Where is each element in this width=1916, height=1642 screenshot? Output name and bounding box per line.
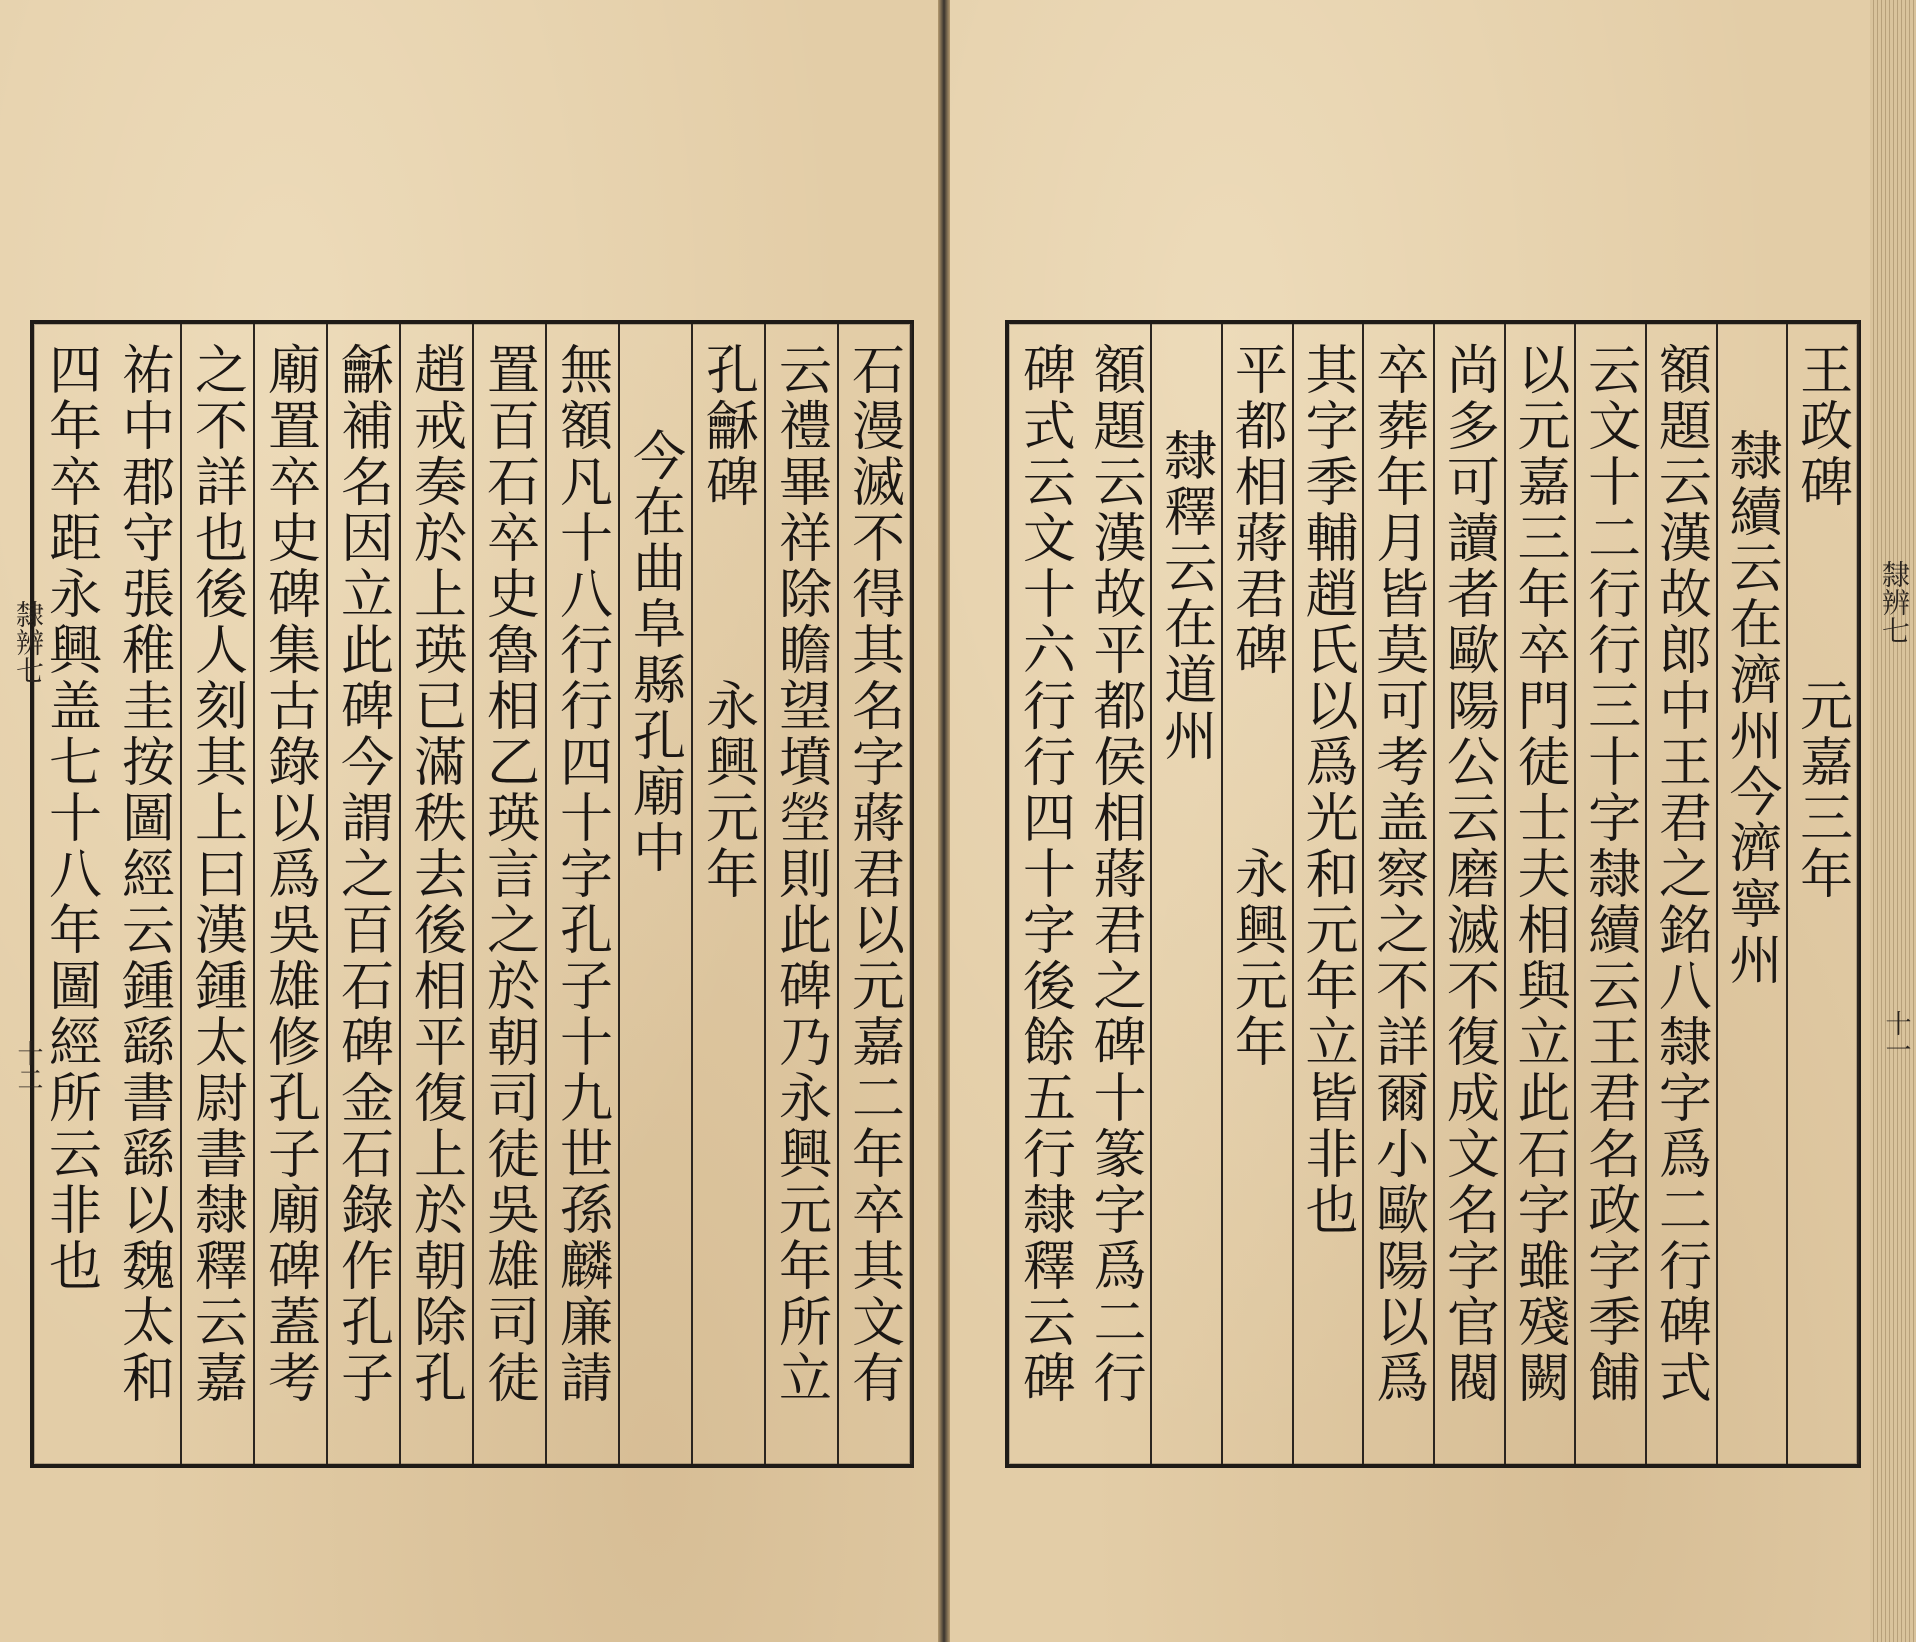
- right-page-column: [1716, 324, 1789, 1464]
- left-page-column: [253, 324, 328, 1464]
- right-page-column-text: 額題云漢故平都侯相蔣君之碑十篆字爲二行: [1084, 342, 1146, 1406]
- right-page-column-text: 云文十二行行三十字隸續云王君名政字季餔: [1579, 342, 1641, 1406]
- left-page-column: [472, 324, 547, 1464]
- right-page-column: [1221, 324, 1294, 1464]
- right-page-column-text: 額題云漢故郎中王君之銘八隸字爲二行碑式: [1650, 342, 1712, 1406]
- left-page-column-text: 龢補名因立此碑今謂之百石碑金石錄作孔子: [332, 342, 394, 1406]
- left-page-column: [837, 324, 912, 1464]
- left-page-column: [618, 324, 693, 1464]
- right-page-column-text: 尚多可讀者歐陽公云磨滅不復成文名字官閥: [1438, 342, 1500, 1406]
- right-page-column: [1786, 324, 1859, 1464]
- right-page-column: [1009, 324, 1080, 1464]
- right-page-frame: [1005, 320, 1861, 1468]
- right-page-column: [1080, 324, 1153, 1464]
- left-page-column: [764, 324, 839, 1464]
- left-page-column-text: 四年卒距永興盖七十八年圖經所云非也: [40, 342, 102, 1294]
- right-page-column-text: 平都相蔣君碑 永興元年: [1226, 342, 1288, 1070]
- right-page-column-text: 隸續云在濟州今濟寧州: [1720, 428, 1782, 988]
- left-page-column: [545, 324, 620, 1464]
- right-page-column: [1504, 324, 1577, 1464]
- left-page-column-text: 祐中郡守張稚圭按圖經云鍾繇書繇以魏太和: [113, 342, 175, 1406]
- right-page-column-text: 隸釋云在道州: [1155, 428, 1217, 764]
- right-page-column-text: 其字季輔趙氏以爲光和元年立皆非也: [1296, 342, 1358, 1238]
- right-page-column: [1292, 324, 1365, 1464]
- left-folio-number: 十二: [13, 1040, 43, 1092]
- left-page-column-text: 云禮畢祥除瞻望墳塋則此碑乃永興元年所立: [770, 342, 832, 1406]
- right-page-column-text: 卒葬年月皆莫可考盖察之不詳爾小歐陽以爲: [1367, 342, 1429, 1406]
- left-page-column: [180, 324, 255, 1464]
- book-gutter: [938, 0, 950, 1642]
- left-page-column: [399, 324, 474, 1464]
- right-page-column: [1433, 324, 1506, 1464]
- left-page-column-text: 置百石卒史魯相乙瑛言之於朝司徒吳雄司徒: [478, 342, 540, 1406]
- right-page-column-text: 碑式云文十六行行四十字後餘五行隸釋云碑: [1014, 342, 1076, 1406]
- right-page-column: [1362, 324, 1435, 1464]
- right-page-column: [1574, 324, 1647, 1464]
- left-page-column-text: 之不詳也後人刻其上曰漢鍾太尉書隸釋云嘉: [186, 342, 248, 1406]
- left-page-column-text: 石漫滅不得其名字蔣君以元嘉二年卒其文有: [843, 342, 905, 1406]
- right-page-column-text: 王政碑 元嘉三年: [1791, 342, 1853, 902]
- left-page-column: [326, 324, 401, 1464]
- right-page-column-text: 以元嘉三年卒門徒士夫相與立此石字雖殘闕: [1508, 342, 1570, 1406]
- right-fish-tail-label: 隸辨七: [1878, 560, 1911, 644]
- left-page-column-text: 孔龢碑 永興元年: [697, 342, 759, 902]
- left-page-column-text: 無額凡十八行行四十字孔子十九世孫麟廉請: [551, 342, 613, 1406]
- left-page-column-text: 廟置卒史碑集古錄以爲吳雄修孔子廟碑蓋考: [259, 342, 321, 1406]
- left-page: [0, 0, 938, 1642]
- left-page-column: [691, 324, 766, 1464]
- left-page-frame: [30, 320, 914, 1468]
- page-edges: [1870, 0, 1916, 1642]
- left-page-column: [107, 324, 182, 1464]
- right-page-column: [1150, 324, 1223, 1464]
- right-folio-number: 十一: [1881, 1010, 1911, 1062]
- left-page-column: [34, 324, 107, 1464]
- left-page-column-text: 今在曲阜縣孔廟中: [624, 428, 686, 876]
- right-page-column: [1645, 324, 1718, 1464]
- left-fish-tail-label: 隸辨七: [12, 600, 45, 684]
- left-page-column-text: 趙戒奏於上瑛已滿秩去後相平復上於朝除孔: [405, 342, 467, 1406]
